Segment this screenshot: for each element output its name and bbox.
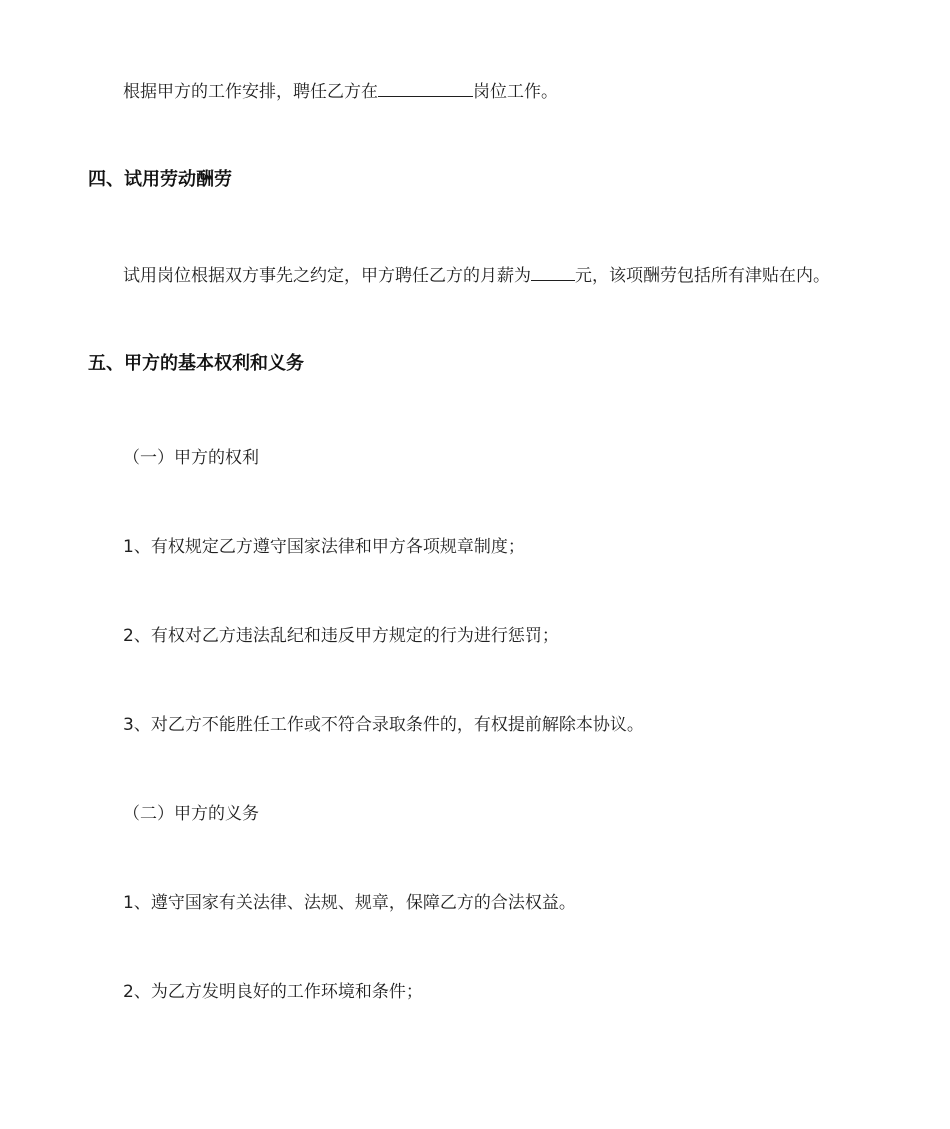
salary-blank [531,262,575,281]
position-text-before: 根据甲方的工作安排，聘任乙方在 [123,82,378,102]
salary-paragraph [123,262,830,288]
subheading-rights: （一）甲方的权利 [123,448,259,468]
section-heading-4: 四、试用劳动酬劳 [88,169,232,190]
position-paragraph [123,78,558,104]
position-blank [378,78,473,97]
position-text-after: 岗位工作。 [473,82,558,102]
list-item: 2、为乙方发明良好的工作环境和条件； [123,982,423,1002]
salary-text-after: 元，该项酬劳包括所有津贴在内。 [575,266,830,286]
list-item: 3、对乙方不能胜任工作或不符合录取条件的，有权提前解除本协议。 [123,715,644,735]
section-heading-5: 五、甲方的基本权利和义务 [88,353,304,374]
subheading-duties: （二）甲方的义务 [123,804,259,824]
list-item: 1、有权规定乙方遵守国家法律和甲方各项规章制度； [123,537,525,557]
salary-text-before: 试用岗位根据双方事先之约定，甲方聘任乙方的月薪为 [123,266,531,286]
list-item: 1、遵守国家有关法律、法规、规章，保障乙方的合法权益。 [123,893,576,913]
list-item: 2、有权对乙方违法乱纪和违反甲方规定的行为进行惩罚； [123,626,559,646]
